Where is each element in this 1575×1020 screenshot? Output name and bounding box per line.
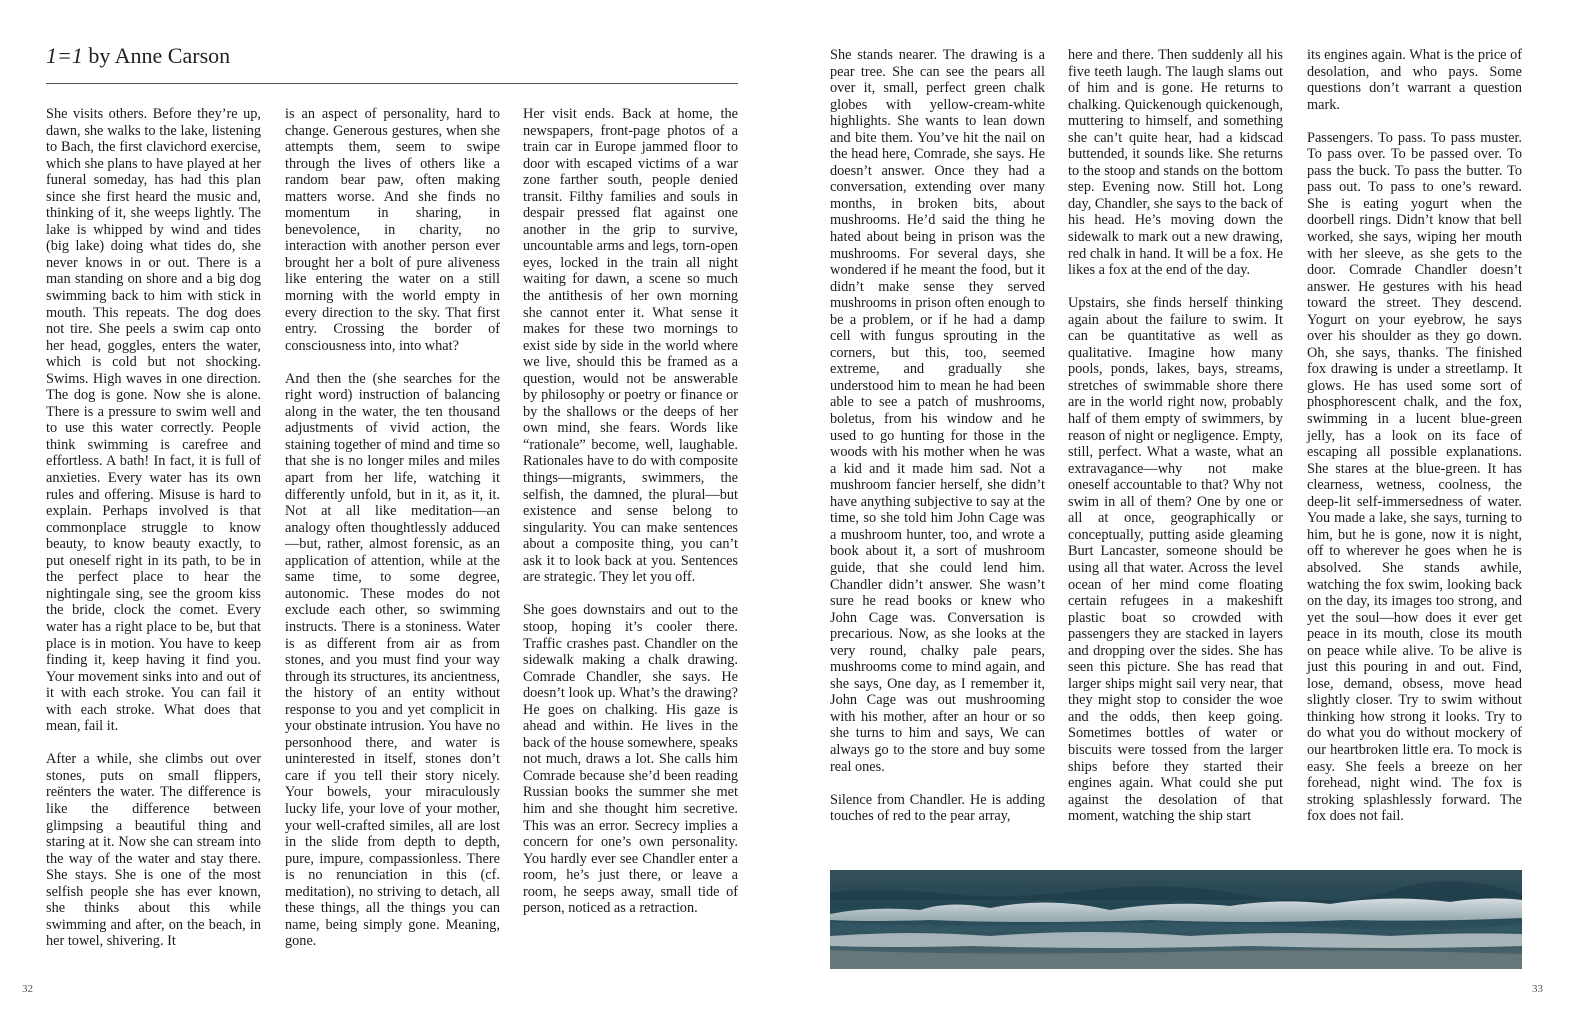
paragraph: is an aspect of personality, hard to change. Generous gestures, when she attempts them, seem to swipe through the lives of others like a random bear paw, often making matters worse. And she finds no momentum in sharing, in benevolence, in charity, no interaction with another person ever brought her a bolt of pure aliveness like entering the water on a still morning with the world empty in every direction to the sky. That first entry. Crossing the border of consciousness into, into what? — [285, 106, 500, 354]
paragraph: Silence from Chandler. He is adding touches of red to the pear array, — [830, 791, 1045, 825]
text-column-5 — [1068, 47, 1283, 825]
text-column-1 — [46, 106, 261, 950]
text-column-4 — [830, 47, 1045, 825]
paragraph: She goes downstairs and out to the stoop, hoping it’s cooler there. Traffic crashes past. Chandler on the sidewalk making a chalk drawing. Comrade Chandler, she says. He doesn’t look up. What’s the drawing? He goes on chalking. His gaze is ahead and within. He lives in the back of the house somewhere, speaks not much, draws a lot. She calls him Comrade because she’d been reading Russian books the summer she met him and she thought him secretive. This was an error. Secrecy implies a concern for one’s own personality. You hardly ever see Chandler enter a room, he’s just there, or leave a room, he seeps away, small tide of person, noticed as a retraction. — [523, 602, 738, 917]
paragraph: Upstairs, she finds herself thinking again about the failure to swim. It can be quantitative as well as qualitative. Imagine how many pools, ponds, lakes, bays, streams, stretches of swimmable shore there are in the world right now, probably half of them empty of swimmers, by reason of night or negligence. Empty, still, perfect. What a waste, what an extravagance—why not make oneself accountable to that? Why not swim in all of them? One by one or all at once, geographically or conceptually, putting aside gleaming Burt Lancaster, someone should be using all that water. Across the level ocean of her mind come floating certain refugees in a makeshift plastic boat so crowded with passengers they are stacked in layers and dropping over the sides. She has seen this picture. She has read that larger ships might sail very near, that they might stop to consider the woe and the odds, then keep going. Sometimes bottles of water or biscuits were tossed from the larger ships before they started their engines again. What could she put against the desolation of that moment, watching the ship start — [1068, 295, 1283, 825]
paragraph: here and there. Then suddenly all his five teeth laugh. The laugh slams out of him and is gone. He returns to chalking. Quickenough quickenough, muttering to himself, and something she can’t quite hear, had a kidscad buttended, it sounds like. She returns to the stoop and stands on the bottom step. Evening now. Still hot. Long day, Chandler, she says to the back of his head. He’s moving down the sidewalk to mark out a new drawing, red chalk in hand. It will be a fox. He likes a fox at the end of the day. — [1068, 47, 1283, 279]
text-column-6 — [1307, 47, 1522, 825]
text-column-3 — [523, 106, 738, 917]
paragraph: its engines again. What is the price of desolation, and who pays. Some questions don’t warrant a question mark. — [1307, 47, 1522, 113]
paragraph: She visits others. Before they’re up, dawn, she walks to the lake, listening to Bach, the first clavichord exercise, which she plans to have played at her funeral someday, has had this plan since she first heard the music and, thinking of it, she weeps lightly. The lake is whipped by wind and tides (big lake) doing what tides do, she never knows in or out. There is a man standing on shore and a big dog swimming back to him with stick in mouth. This repeats. The dog does not tire. She peels a swim cap onto her head, goggles, enters the water, which is cold but not shocking. Swims. High waves in one direction. The dog is gone. Now she is alone. There is a pressure to swim well and to use this water correctly. People think swimming is carefree and effortless. A bath! In fact, it is full of anxieties. Every water has its own rules and offering. Misuse is hard to explain. Perhaps involved is that commonplace struggle to know beauty, to know beauty exactly, to put oneself right in its path, to be in the perfect place to hear the nightingale sing, see the groom kiss the bride, clock the comet. Every water has a right place to be, but that place is in motion. You have to keep finding it, keep having it find you. Your movement sinks into and out of it with each stroke. You can fail it with each stroke. What does that mean, fail it. — [46, 106, 261, 735]
page-number-left: 32 — [22, 983, 33, 995]
paragraph: After a while, she climbs out over stones, puts on small flippers, reënters the water. The difference is like the difference between glimpsing a beautiful thing and staring at it. Now she can stream into the way of the water and stay there. She stays. She is one of the most selfish people she has ever known, she thinks about this while swimming and after, on the beach, in her towel, shivering. It — [46, 751, 261, 950]
title-rule — [46, 83, 738, 84]
paragraph: She stands nearer. The drawing is a pear tree. She can see the pears all over it, small, perfect green chalk globes with yellow-cream-white highlights. She wants to lean down and bite them. You’ve hit the nail on the head here, Comrade, she says. He doesn’t answer. Once they had a conversation, extending over many months, in broken bits, about mushrooms. He’d said the thing he hated about being in prison was the mushrooms. For several days, she wondered if he meant the food, but it didn’t make sense they served mushrooms in prison often enough to be a problem, or if he had a damp cell with fungus sprouting in the corners, but this, too, seemed extreme, and gradually she understood him to mean he had been able to see a patch of mushrooms, boletus, from his window and he used to go hunting for those in the woods with his mother when he was a kid and it made him sad. Not a mushroom fancier herself, she didn’t have anything subjective to say at the time, so she told him John Cage was a mushroom hunter, too, and wrote a book about it, a sort of mushroom guide, that she could lend him. Chandler didn’t answer. She wasn’t sure he read books or knew who John Cage was. Conversation is precarious. Now, as she looks at the very round, chalky pale pears, mushrooms come to mind again, and she says, One day, as I remember it, John Cage was out mushrooming with his mother, after an hour or so she turns to him and says, We can always go to the store and buy some real ones. — [830, 47, 1045, 775]
title-author: by Anne Carson — [82, 43, 231, 68]
text-column-2 — [285, 106, 500, 950]
page-number-right: 33 — [1532, 983, 1543, 995]
article-title — [46, 42, 230, 70]
paragraph: Passengers. To pass. To pass muster. To pass over. To be passed over. To pass the buck. To pass the butter. To pass out. To pass to one’s reward. She is eating yogurt when the doorbell rings. Didn’t know that bell worked, she says, wiping her mouth with her sleeve, as she gets to the door. Comrade Chandler doesn’t answer. He gestures with his head toward the street. They descend. Yogurt on your eyebrow, he says over his shoulder as they go down. Oh, she says, thanks. The finished fox drawing is under a streetlamp. It glows. He has used some sort of phosphorescent chalk, and the fox, swimming in a lucent blue-green jelly, has a look on its face of escaping all possible explanations. She stares at the blue-green. It has clearness, wetness, coolness, the deep-lit self-immersedness of water. You made a lake, she says, turning to him, but he is gone, now it is night, off to wherever he goes when he is absolved. She stands awhile, watching the fox swim, looking back on the day, its images too strong, and yet the soul—how does it ever get peace in its mouth, close its mouth on peace while alive. To be alive is just this pouring in and out. Find, lose, demand, obsess, move head slightly closer. Try to swim without thinking how strong it looks. Try to do what you do without mockery of our heartbroken little era. To mock is easy. She feels a breeze on her forehead, night wind. The fox is stroking splashlessly forward. The fox does not fail. — [1307, 129, 1522, 825]
ocean-wave-photo — [830, 870, 1522, 969]
paragraph: And then the (she searches for the right word) instruction of balancing along in the water, the ten thousand adjustments of vivid action, the staining together of mind and time so that she is no longer miles and miles apart from her life, watching it differently unfold, but in it, as it, it. Not at all like meditation—an analogy often thoughtlessly adduced—but, rather, almost forensic, as an application of attention, while at the same time, to some degree, autonomic. These modes do not exclude each other, so swimming instructs. There is a stoniness. Water is as different from air as from stones, and you must find your way through its structures, its ancientness, the history of an entity without response to you and yet complicit in your obstinate intrusion. You have no personhood there, and water is uninterested in itself, stones don’t care if you tell their story nicely. Your bowels, your miraculously lucky life, your love of your mother, your well-crafted similes, all are lost in the slide from depth to depth, pure, impure, compassionless. There is no renunciation in this (cf. meditation), no striving to detach, all these things, all the things you can name, being simply gone. Meaning, gone. — [285, 370, 500, 950]
paragraph: Her visit ends. Back at home, the newspapers, front-page photos of a train car in Europe jammed floor to door with escaped victims of a war zone farther south, people denied transit. Filthy families and souls in despair pressed flat against one another in the grip to survive, uncountable arms and legs, torn-open eyes, locked in the train all night waiting for dawn, a scene so much the antithesis of her own morning she cannot enter it. What sense it makes for these two mornings to exist side by side in the world where we live, should this be framed as a question, would not be answerable by philosophy or poetry or finance or by the shallows or the deeps of her own mind, she fears. Words like “rationale” become, well, laughable. Rationales have to do with composite things—migrants, swimmers, the selfish, the damned, the plural—but existence and sense belong to singularity. You can make sentences about a composite thing, you can’t ask it to look back at you. Sentences are strategic. They let you off. — [523, 106, 738, 586]
title-equation: 1=1 — [46, 43, 83, 68]
